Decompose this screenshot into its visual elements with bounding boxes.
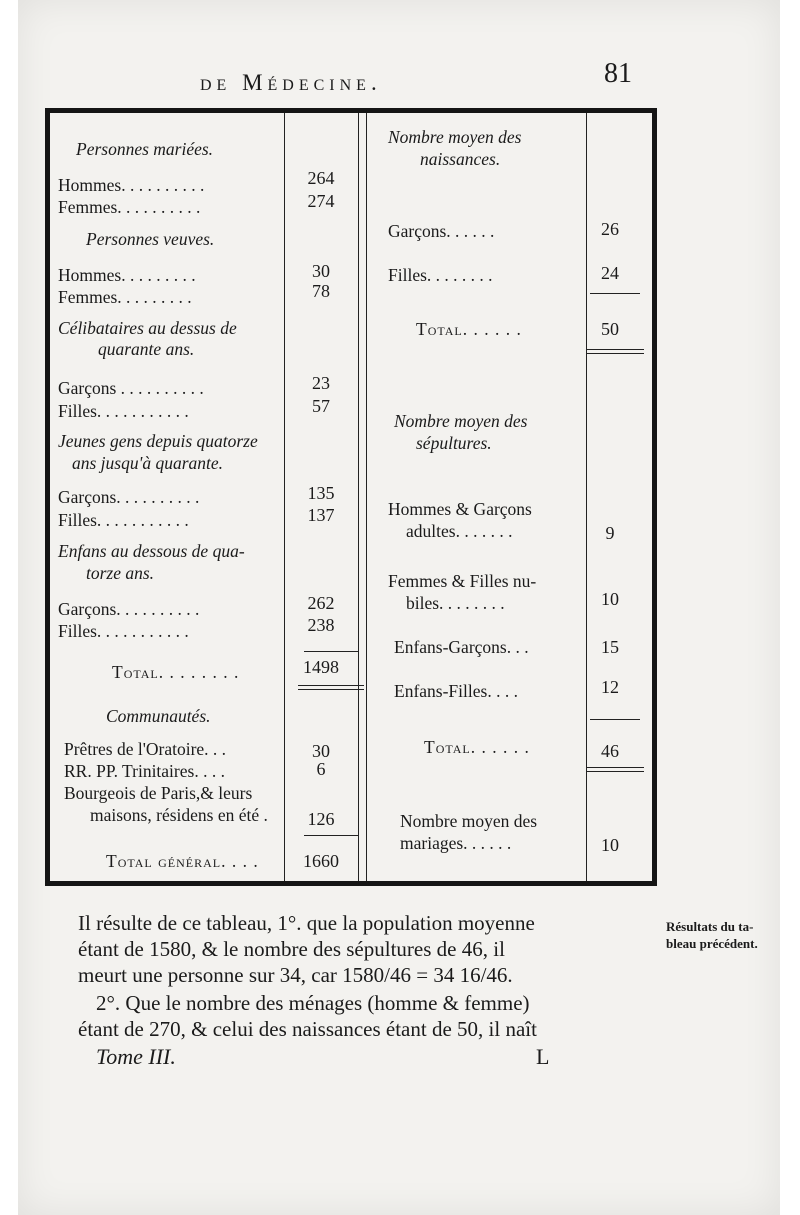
table-row-value: 26 (601, 219, 619, 239)
total-rule (586, 353, 644, 354)
table-row-value: 30 (312, 261, 330, 281)
deaths-title: sépultures. (416, 433, 492, 453)
sum-rule (590, 719, 640, 720)
births-title: naissances. (420, 149, 501, 169)
grand-total-value: 1660 (303, 851, 339, 871)
sum-rule (304, 651, 358, 652)
table-row-label: Filles. . . . . . . . . . . (58, 621, 189, 641)
deaths-total-value: 46 (601, 741, 619, 761)
table-row-value: 137 (307, 505, 335, 525)
total-label: Total. . . . . . . . (112, 662, 240, 682)
table-row-label: Garçons . . . . . . . . . . (58, 378, 204, 398)
table-row-value: 126 (307, 809, 335, 829)
table-row-label: Hommes. . . . . . . . . . (58, 175, 205, 195)
population-table (45, 108, 657, 886)
young-title: ans jusqu'à quarante. (72, 453, 224, 473)
table-row-value: 10 (601, 589, 619, 609)
table-row-value: 15 (601, 637, 619, 657)
grand-total-label: Total général. . . . (106, 851, 259, 871)
table-row-value: 10 (601, 835, 619, 855)
table-row-label: adultes. . . . . . . (406, 521, 513, 541)
table-row-label: Enfans-Filles. . . . (394, 681, 518, 701)
column-rule (358, 113, 359, 881)
table-row-label: Garçons. . . . . . . . . . (58, 599, 200, 619)
page-number: 81 (604, 58, 632, 89)
single-title: quarante ans. (98, 339, 195, 359)
married-title: Personnes mariées. (76, 139, 214, 159)
table-row-value: 78 (312, 281, 330, 301)
children-title: torze ans. (86, 563, 155, 583)
table-row-label: Filles. . . . . . . . . . . (58, 510, 189, 530)
table-row-label: Femmes. . . . . . . . . (58, 287, 192, 307)
table-row-value: 9 (605, 523, 615, 543)
table-row-label: Garçons. . . . . . . . . . (58, 487, 200, 507)
table-row-label: biles. . . . . . . . (406, 593, 505, 613)
paragraph-line: Il résulte de ce tableau, 1°. que la population moyenne (78, 911, 535, 935)
table-row-label: Hommes & Garçons (388, 499, 532, 519)
deaths-total-label: Total. . . . . . (424, 737, 530, 757)
table-row-value: 135 (307, 483, 335, 503)
table-row-label: Filles. . . . . . . . . . . (58, 401, 189, 421)
table-row-label: Garçons. . . . . . (388, 221, 495, 241)
margin-note: Résultats du ta- (666, 919, 754, 934)
table-row-label: mariages. . . . . . (400, 833, 512, 853)
births-total-value: 50 (601, 319, 619, 339)
paragraph-line: étant de 1580, & le nombre des sépultures de 46, il (78, 937, 505, 961)
total-value: 1498 (303, 657, 339, 677)
table-row-label: Femmes. . . . . . . . . . (58, 197, 201, 217)
paragraph-line: meurt une personne sur 34, car 1580/46 = 34 16/46. (78, 963, 513, 987)
table-row-label: Prêtres de l'Oratoire. . . (64, 739, 227, 759)
margin-note: bleau précédent. (666, 936, 758, 951)
paragraph-line: 2°. Que le nombre des ménages (homme & femme) (96, 991, 530, 1015)
running-head: de Médecine. (200, 70, 382, 95)
table-row-value: 6 (316, 759, 326, 779)
book-page (18, 0, 780, 1215)
sum-rule (304, 835, 358, 836)
children-title: Enfans au dessous de qua- (58, 541, 245, 561)
table-row-value: 23 (312, 373, 330, 393)
table-row-label: RR. PP. Trinitaires. . . . (64, 761, 225, 781)
table-row-label: maisons, résidens en été . (90, 805, 268, 825)
births-total-label: Total. . . . . . (416, 319, 522, 339)
widowed-title: Personnes veuves. (86, 229, 215, 249)
total-rule (586, 767, 644, 768)
young-title: Jeunes gens depuis quatorze (58, 431, 258, 451)
column-rule (366, 113, 367, 881)
signature-mark: L (536, 1044, 550, 1069)
single-title: Célibataires au dessus de (58, 318, 237, 338)
table-row-value: 238 (307, 615, 335, 635)
column-rule (284, 113, 285, 881)
table-row-value: 30 (312, 741, 330, 761)
total-rule (586, 349, 644, 350)
deaths-title: Nombre moyen des (394, 411, 528, 431)
table-row-value: 262 (307, 593, 335, 613)
volume-label: Tome III. (96, 1044, 176, 1069)
table-row-value: 57 (312, 396, 330, 416)
table-row-value: 274 (307, 191, 335, 211)
births-title: Nombre moyen des (388, 127, 522, 147)
table-row-label: Filles. . . . . . . . (388, 265, 493, 285)
table-row-label: Femmes & Filles nu- (388, 571, 537, 591)
table-row-label: Hommes. . . . . . . . . (58, 265, 196, 285)
table-row-value: 264 (307, 168, 335, 188)
sum-rule (590, 293, 640, 294)
paragraph-line: étant de 270, & celui des naissances étant de 50, il naît (78, 1017, 537, 1041)
total-rule (298, 689, 364, 690)
total-rule (298, 685, 364, 686)
total-rule (586, 771, 644, 772)
communities-title: Communautés. (106, 706, 211, 726)
table-row-label: Nombre moyen des (400, 811, 538, 831)
table-row-value: 24 (601, 263, 619, 283)
table-row-label: Bourgeois de Paris,& leurs (64, 783, 253, 803)
table-row-label: Enfans-Garçons. . . (394, 637, 529, 657)
table-row-value: 12 (601, 677, 619, 697)
